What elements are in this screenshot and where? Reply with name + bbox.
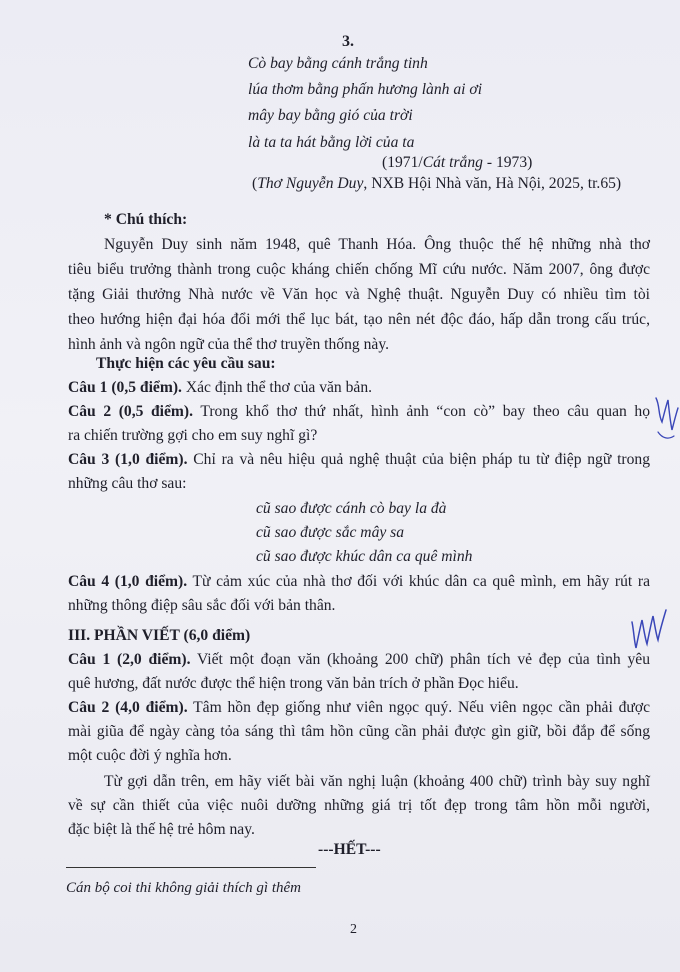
writing-heading: III. PHẦN VIẾT (6,0 điểm): [68, 627, 251, 644]
question-4-text: Từ cảm xúc của nhà thơ đối với khúc dân ca quê mình, em hãy rút ra: [187, 573, 650, 590]
question-3: [68, 448, 650, 473]
question-2-label: Câu 2 (0,5 điểm).: [68, 403, 194, 420]
section-number: 3.: [342, 33, 354, 50]
question-3-label: Câu 3 (1,0 điểm).: [68, 451, 188, 468]
question-2-line-2: ra chiến trường gợi cho em suy nghĩ gì?: [68, 427, 318, 444]
poem-line-3: mây bay bằng gió của trời: [248, 107, 413, 124]
question-4-label: Câu 4 (1,0 điểm).: [68, 573, 188, 590]
poem-date-title: Cát trắng: [422, 154, 483, 171]
question-3-text: Chỉ ra và nêu hiệu quả nghệ thuật của biện pháp tu từ điệp ngữ trong: [187, 451, 650, 468]
writing-question-1-label: Câu 1 (2,0 điểm).: [68, 651, 191, 668]
question-1: [68, 376, 650, 401]
page-number: 2: [350, 922, 357, 937]
poem-line-2: lúa thơm bằng phấn hương lành ai ơi: [248, 81, 483, 98]
tasks-heading: Thực hiện các yêu cầu sau:: [96, 355, 276, 372]
writing-para-line-3: đặc biệt là thế hệ trẻ hôm nay.: [68, 821, 255, 838]
note-line-4: theo hướng hiện đại hóa đổi mới thể lục bát, tạo nên nét độc đáo, hấp dẫn trong cấu trúc,: [68, 311, 650, 328]
verse-line-3: cũ sao được khúc dân ca quê mình: [256, 548, 473, 565]
ink-scribble-2: [628, 604, 672, 654]
poem-line-4: là ta ta hát bằng lời của ta: [248, 134, 415, 151]
source-post: , NXB Hội Nhà văn, Hà Nội, 2025, tr.65): [363, 175, 622, 192]
source-pre: (: [252, 175, 258, 192]
note-line-2: tiêu biểu trưởng thành trong cuộc kháng chiến chống Mĩ cứu nước. Năm 2007, ông được: [68, 261, 650, 278]
writing-question-2-text: Tâm hồn đẹp giống như viên ngọc quý. Nếu viên ngọc cần phải được: [187, 699, 650, 716]
footer-note: Cán bộ coi thi không giải thích gì thêm: [66, 880, 301, 896]
question-1-text: Xác định thể thơ của văn bản.: [181, 379, 373, 396]
note-line-1: Nguyễn Duy sinh năm 1948, quê Thanh Hóa. Ông thuộc thế hệ những nhà thơ: [104, 236, 650, 253]
question-4-line-2: những thông điệp sâu sắc đối với bản thân.: [68, 597, 336, 614]
writing-question-2: [68, 696, 650, 721]
note-line-5: hình ảnh và ngôn ngữ của thể thơ truyền thống này.: [68, 336, 389, 353]
verse-line-1: cũ sao được cánh cò bay la đà: [256, 500, 447, 517]
question-2-text: Trong khổ thơ thứ nhất, hình ảnh “con cò” bay theo câu quan họ: [193, 403, 651, 420]
writing-question-2-label: Câu 2 (4,0 điểm).: [68, 699, 188, 716]
writing-question-2-line-3: một cuộc đời ý nghĩa hơn.: [68, 747, 232, 764]
writing-para-line-2: về sự cần thiết của việc nuôi dưỡng những giá trị tốt đẹp trong tâm hồn mỗi người,: [68, 797, 650, 814]
writing-question-1-text: Viết một đoạn văn (khoảng 200 chữ) phân tích vẻ đẹp của tình yêu: [190, 651, 650, 668]
question-1-label: Câu 1 (0,5 điểm).: [68, 379, 182, 396]
note-heading: * Chú thích:: [104, 211, 188, 228]
note-line-3: tặng Giải thưởng Nhà nước về Văn học và Nghệ thuật. Nguyễn Duy có nhiều tìm tòi: [68, 286, 650, 303]
writing-question-2-line-2: mài giũa để ngày càng tỏa sáng thì tâm hồn cũng cần phải được gìn giữ, bồi đắp để sống: [68, 723, 650, 740]
question-4: [68, 570, 650, 595]
poem-source: [252, 172, 621, 197]
source-book: Thơ Nguyễn Duy: [257, 175, 364, 192]
footer-rule: [66, 867, 316, 868]
question-2: [68, 400, 650, 425]
writing-question-1-line-2: quê hương, đất nước được thể hiện trong văn bản trích ở phần Đọc hiểu.: [68, 675, 519, 692]
poem-date-pre: (1971/: [382, 154, 423, 171]
writing-question-1: [68, 648, 650, 673]
end-mark: ---HẾT---: [318, 841, 381, 858]
ink-scribble-1: [652, 392, 680, 444]
poem-date-post: - 1973): [482, 154, 533, 171]
writing-para-line-1: Từ gợi dẫn trên, em hãy viết bài văn nghị luận (khoảng 400 chữ) trình bày suy nghĩ: [104, 773, 650, 790]
verse-line-2: cũ sao được sắc mây sa: [256, 524, 405, 541]
poem-line-1: Cò bay bằng cánh trắng tinh: [248, 55, 428, 72]
question-3-line-2: những câu thơ sau:: [68, 475, 187, 492]
